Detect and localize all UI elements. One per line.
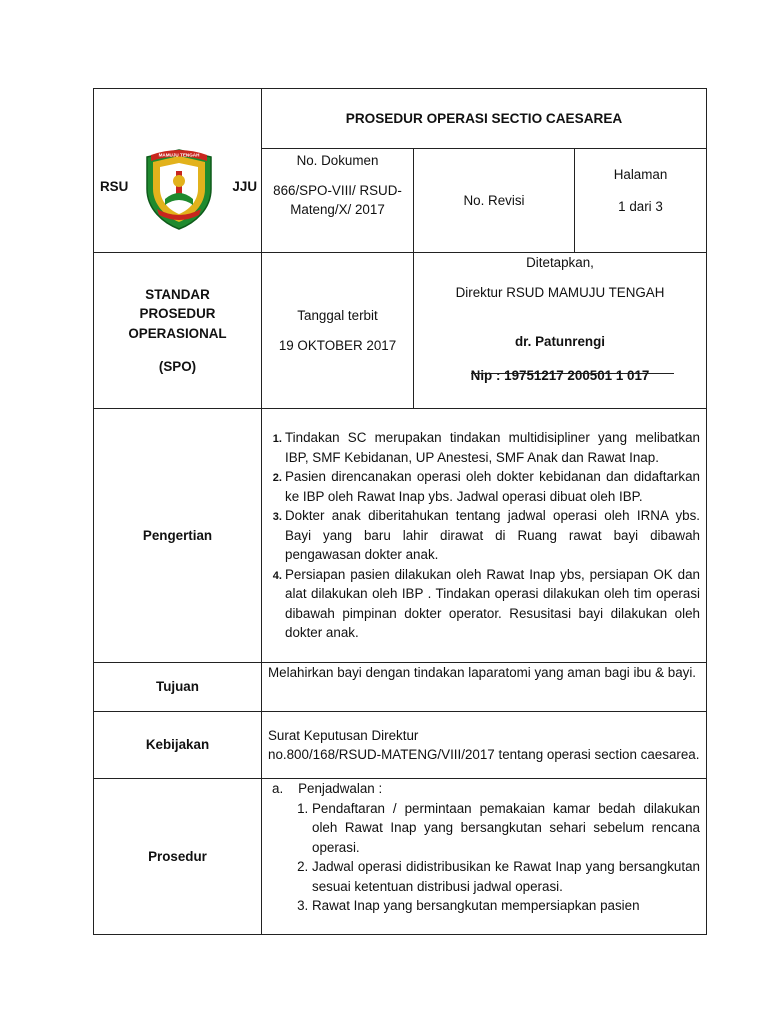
page-value: 1 dari 3 [618, 198, 663, 214]
pengertian-list [268, 428, 700, 643]
signature-line [471, 373, 674, 374]
spo-title-line2: PROSEDUR [139, 306, 216, 321]
kebijakan-label: Kebijakan [94, 712, 262, 779]
signatory-name: dr. Patunrengi [514, 334, 606, 349]
page-cell [575, 149, 707, 253]
kebijakan-line1: Surat Keputusan Direktur [268, 727, 419, 743]
document-number-label: No. Dokumen [296, 153, 379, 168]
spo-title-line3: OPERASIONAL [128, 325, 227, 341]
spo-table [93, 88, 707, 935]
logo-text: MAMUJU TENGAH [158, 152, 200, 158]
document-number-cell [262, 149, 414, 253]
spo-title-cell [94, 253, 262, 409]
prosedur-content [262, 779, 707, 935]
kebijakan-line2: no.800/168/RSUD-MATENG/VIII/2017 tentang operasi section caesarea. [268, 747, 700, 762]
spo-title-line1: STANDAR [145, 286, 210, 302]
issue-date-value: 19 OKTOBER 2017 [278, 337, 397, 353]
revision-label: No. Revisi [463, 192, 525, 208]
director-label: Direktur RSUD MAMUJU TENGAH [455, 284, 665, 300]
signatory-nip: Nip : 19751217 200501 1 017 [470, 367, 650, 383]
hospital-identity-cell [94, 89, 262, 253]
pengertian-content [262, 409, 707, 663]
revision-cell [414, 149, 575, 253]
list-item: 2. Pasien direncanakan operasi oleh dokter kebidanan dan didaftarkan ke IBP oleh Rawat Inap ybs. Jadwal operasi dibuat oleh IBP. [285, 467, 700, 506]
list-item: 1. Tindakan SC merupakan tindakan multidisipliner yang melibatkan IBP, SMF Kebidanan, UP Anestesi, SMF Anak dan Rawat Inap. [285, 428, 700, 467]
tujuan-label: Tujuan [94, 663, 262, 712]
issue-date-cell [262, 253, 414, 409]
list-item: 4. Persiapan pasien dilakukan oleh Rawat Inap ybs, persiapan OK dan alat dilakukan oleh IBP . Tindakan operasi dilakukan oleh tim operasi dibawah pimpinan dokter operator. Resusitasi bayi dilakukan oleh dokter anak. [285, 565, 700, 643]
prosedur-heading-marker: a. [272, 781, 284, 796]
prosedur-heading [268, 779, 700, 799]
document-number-value: 866/SPO-VIII/ RSUD-Mateng/X/ 2017 [273, 182, 402, 217]
list-item: 3. Dokter anak diberitahukan tentang jadwal operasi oleh IRNA ybs. Bayi yang baru lahir dirawat di Ruang rawat bayi dibawah pengawasan dokter anak. [285, 506, 700, 565]
approval-cell [414, 253, 707, 409]
list-item: 3. Rawat Inap yang bersangkutan mempersiapkan pasien [312, 896, 700, 916]
page-label: Halaman [613, 167, 668, 182]
prosedur-list [268, 799, 700, 916]
hospital-logo-icon [143, 147, 215, 231]
pengertian-label: Pengertian [94, 409, 262, 663]
list-item: 2. Jadwal operasi didistribusikan ke Rawat Inap yang bersangkutan sesuai ketentuan distribusi jadwal operasi. [312, 857, 700, 896]
spo-title-abbrev: (SPO) [158, 359, 197, 374]
list-item: 1. Pendaftaran / permintaan pemakaian kamar bedah dilakukan oleh Rawat Inap yang bersangkutan sehari sebelum rencana operasi. [312, 799, 700, 858]
hospital-name-right: JJU [232, 179, 257, 194]
prosedur-heading-text: Penjadwalan : [298, 781, 383, 796]
tujuan-content: Melahirkan bayi dengan tindakan laparatomi yang aman bagi ibu & bayi. [262, 663, 707, 712]
document-title: PROSEDUR OPERASI SECTIO CAESAREA [262, 89, 707, 149]
hospital-name-left: RSU [100, 179, 129, 194]
issue-date-label: Tanggal terbit [297, 308, 378, 323]
prosedur-label: Prosedur [94, 779, 262, 935]
kebijakan-content [262, 712, 707, 779]
established-label: Ditetapkan, [526, 255, 594, 270]
